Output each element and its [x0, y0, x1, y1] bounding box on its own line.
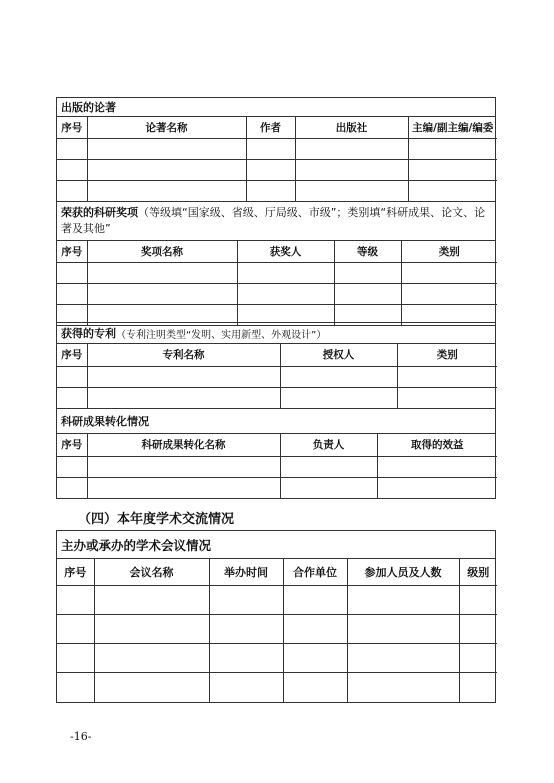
- empty-cell[interactable]: [57, 387, 87, 408]
- empty-cell[interactable]: [459, 614, 497, 643]
- empty-cell[interactable]: [209, 585, 283, 614]
- conferences-header-row: [57, 559, 497, 585]
- empty-cell[interactable]: [408, 138, 497, 159]
- col-header: 序号: [57, 559, 94, 585]
- empty-cell[interactable]: [94, 614, 209, 643]
- col-header: 会议名称: [94, 559, 209, 585]
- empty-cell[interactable]: [57, 262, 87, 283]
- empty-cell[interactable]: [280, 456, 377, 477]
- publications-table: [56, 97, 496, 202]
- table-row: [57, 262, 497, 283]
- empty-cell[interactable]: [57, 138, 87, 159]
- empty-cell[interactable]: [57, 283, 87, 304]
- empty-cell[interactable]: [87, 477, 280, 498]
- section-heading: （四）本年度学术交流情况: [78, 512, 235, 527]
- table-row: [57, 672, 497, 702]
- empty-cell[interactable]: [280, 387, 397, 408]
- empty-cell[interactable]: [87, 138, 246, 159]
- empty-cell[interactable]: [57, 180, 87, 201]
- patents-title-text: 获得的专利: [61, 327, 116, 340]
- empty-cell[interactable]: [459, 672, 497, 702]
- empty-cell[interactable]: [377, 477, 497, 498]
- col-header: 获奖人: [237, 241, 334, 262]
- table-row: [57, 477, 497, 498]
- patents-title: [57, 323, 495, 344]
- empty-cell[interactable]: [209, 614, 283, 643]
- empty-cell[interactable]: [283, 614, 347, 643]
- empty-cell[interactable]: [295, 138, 408, 159]
- col-header: 序号: [57, 117, 87, 138]
- empty-cell[interactable]: [334, 262, 401, 283]
- awards-note: （等级填“国家级、省级、厅局级、市级”；类别填“科研成果、论文、论著及其他”: [61, 206, 486, 235]
- empty-cell[interactable]: [87, 366, 280, 387]
- empty-cell[interactable]: [334, 283, 401, 304]
- col-header: 类别: [397, 344, 497, 366]
- publications-title: 出版的论著: [57, 98, 495, 117]
- col-header: 作者: [246, 117, 295, 138]
- empty-cell[interactable]: [57, 456, 87, 477]
- empty-cell[interactable]: [87, 262, 237, 283]
- patents-header-row: [57, 344, 497, 366]
- col-header: 专利名称: [87, 344, 280, 366]
- patents-table: [56, 322, 496, 409]
- empty-cell[interactable]: [401, 262, 497, 283]
- empty-cell[interactable]: [237, 283, 334, 304]
- table-row: [57, 283, 497, 304]
- col-header: 科研成果转化名称: [87, 434, 280, 456]
- empty-cell[interactable]: [377, 456, 497, 477]
- page-number: -16-: [70, 730, 92, 743]
- empty-cell[interactable]: [87, 159, 246, 180]
- table-row: [57, 387, 497, 408]
- transfer-title: 科研成果转化情况: [57, 409, 495, 434]
- empty-cell[interactable]: [283, 643, 347, 672]
- conferences-title: 主办或承办的学术会议情况: [57, 531, 495, 559]
- col-header: 序号: [57, 434, 87, 456]
- awards-table: [56, 201, 496, 326]
- col-header: 取得的效益: [377, 434, 497, 456]
- col-header: 授权人: [280, 344, 397, 366]
- empty-cell[interactable]: [459, 643, 497, 672]
- table-row: [57, 366, 497, 387]
- col-header: 等级: [334, 241, 401, 262]
- empty-cell[interactable]: [57, 477, 87, 498]
- table-row: [57, 456, 497, 477]
- empty-cell[interactable]: [347, 672, 459, 702]
- empty-cell[interactable]: [94, 672, 209, 702]
- empty-cell[interactable]: [397, 366, 497, 387]
- empty-cell[interactable]: [87, 180, 246, 201]
- empty-cell[interactable]: [347, 643, 459, 672]
- col-header: 出版社: [295, 117, 408, 138]
- empty-cell[interactable]: [57, 159, 87, 180]
- conferences-table: [56, 530, 496, 703]
- transfer-table: [56, 408, 496, 499]
- table-row: [57, 180, 497, 201]
- empty-cell[interactable]: [94, 585, 209, 614]
- empty-cell[interactable]: [283, 672, 347, 702]
- empty-cell[interactable]: [408, 159, 497, 180]
- empty-cell[interactable]: [295, 180, 408, 201]
- col-header: 举办时间: [209, 559, 283, 585]
- awards-title: [57, 202, 495, 241]
- empty-cell[interactable]: [347, 585, 459, 614]
- table-row: [57, 159, 497, 180]
- col-header: 参加人员及人数: [347, 559, 459, 585]
- empty-cell[interactable]: [87, 456, 280, 477]
- empty-cell[interactable]: [94, 643, 209, 672]
- empty-cell[interactable]: [57, 643, 94, 672]
- patents-note: （专利注明类型“发明、实用新型、外观设计”）: [116, 329, 327, 341]
- col-header: 类别: [401, 241, 497, 262]
- table-row: [57, 614, 497, 643]
- col-header: 负责人: [280, 434, 377, 456]
- empty-cell[interactable]: [246, 138, 295, 159]
- empty-cell[interactable]: [295, 159, 408, 180]
- empty-cell[interactable]: [209, 643, 283, 672]
- empty-cell[interactable]: [401, 283, 497, 304]
- publications-header-row: [57, 117, 497, 138]
- empty-cell[interactable]: [408, 180, 497, 201]
- empty-cell[interactable]: [246, 159, 295, 180]
- col-header: 序号: [57, 344, 87, 366]
- col-header: 主编/副主编/编委: [408, 117, 497, 138]
- empty-cell[interactable]: [57, 672, 94, 702]
- empty-cell[interactable]: [280, 366, 397, 387]
- empty-cell[interactable]: [57, 585, 94, 614]
- empty-cell[interactable]: [246, 180, 295, 201]
- empty-cell[interactable]: [397, 387, 497, 408]
- col-header: 级别: [459, 559, 497, 585]
- table-row: [57, 643, 497, 672]
- empty-cell[interactable]: [237, 262, 334, 283]
- empty-cell[interactable]: [87, 387, 280, 408]
- empty-cell[interactable]: [209, 672, 283, 702]
- col-header: 合作单位: [283, 559, 347, 585]
- table-row: [57, 585, 497, 614]
- col-header: 序号: [57, 241, 87, 262]
- table-row: [57, 138, 497, 159]
- empty-cell[interactable]: [57, 614, 94, 643]
- col-header: 论著名称: [87, 117, 246, 138]
- empty-cell[interactable]: [347, 614, 459, 643]
- col-header: 奖项名称: [87, 241, 237, 262]
- awards-title-text: 荣获的科研奖项: [61, 206, 138, 219]
- empty-cell[interactable]: [459, 585, 497, 614]
- empty-cell[interactable]: [280, 477, 377, 498]
- awards-header-row: [57, 241, 497, 262]
- empty-cell[interactable]: [87, 283, 237, 304]
- transfer-header-row: [57, 434, 497, 456]
- empty-cell[interactable]: [57, 366, 87, 387]
- empty-cell[interactable]: [283, 585, 347, 614]
